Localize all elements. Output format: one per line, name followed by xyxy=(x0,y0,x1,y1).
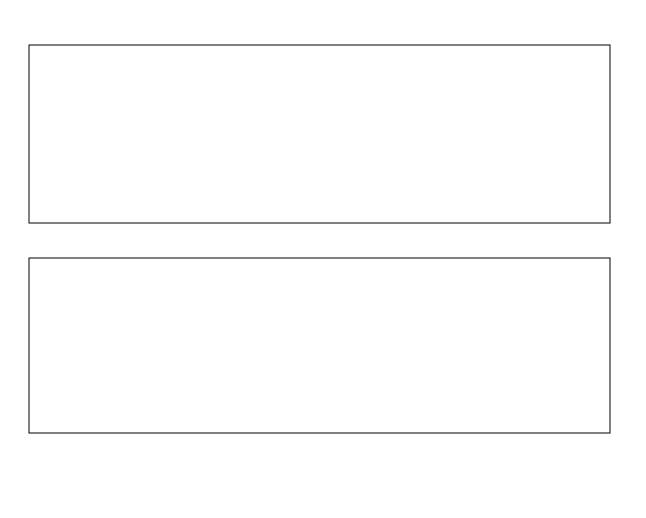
accumulated-panel xyxy=(29,45,610,223)
accumulated-plot-frame xyxy=(29,45,610,223)
daily-panel xyxy=(29,258,610,433)
daily-plot-frame xyxy=(29,258,610,433)
